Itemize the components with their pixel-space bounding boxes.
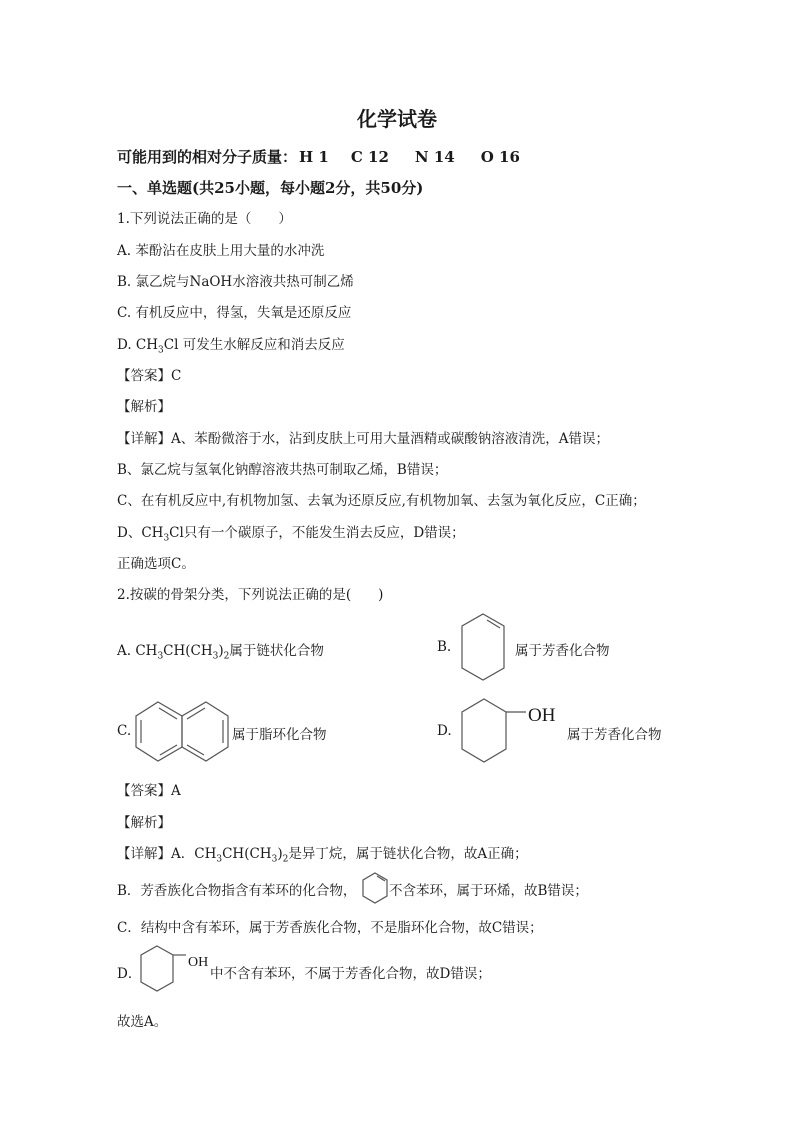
q2-option-d-oh: OH <box>528 705 556 726</box>
q1-option-b: B. 氯乙烷与NaOH水溶液共热可制乙烯 <box>117 274 354 290</box>
q1-option-d <box>117 333 345 356</box>
cyclohexanol-structure <box>460 697 530 767</box>
q2-answer <box>117 779 181 799</box>
mass-h: H 1 <box>299 148 329 166</box>
q2-detail-a-post: 是异丁烷，属于链状化合物，故A正确； <box>288 846 528 862</box>
mass-o: O 16 <box>480 148 520 166</box>
q1-option-c: C. 有机反应中，得氢，失氧是还原反应 <box>117 305 352 321</box>
q1-detail-a <box>117 427 609 447</box>
q1-option-d-post: Cl 可发生水解反应和消去反应 <box>163 337 345 353</box>
q2-detail-a-pre: A．CH <box>171 846 217 862</box>
q2-detail-d-post: 中不含有苯环，不属于芳香化合物，故D错误； <box>210 966 491 982</box>
q2-detail-a <box>117 842 528 865</box>
q2-detail-tag: 【详解】 <box>117 846 171 862</box>
q1-option-d-pre: D. CH <box>117 337 159 353</box>
q2-detail-a-sub1: 3 <box>216 854 223 865</box>
q1-option-d-sub: 3 <box>158 345 164 356</box>
q1-answer <box>117 364 181 384</box>
q2-option-a-post: 属于链状化合物 <box>229 643 324 659</box>
q2-answer-value: A <box>171 783 181 799</box>
q2-detail-a-mid: CH(CH <box>222 846 272 862</box>
q2-detail-d-pre: D． <box>117 966 142 982</box>
q2-option-c-text: 属于脂环化合物 <box>232 727 327 743</box>
cyclohexene-structure <box>458 612 508 682</box>
q2-detail-a-sub3: 2 <box>282 854 289 865</box>
q1-option-a: A. 苯酚沾在皮肤上用大量的水冲洗 <box>117 243 325 259</box>
q2-option-d-label: D. <box>437 723 452 739</box>
q2-answer-tag: 【答案】 <box>117 783 171 799</box>
q1-answer-tag: 【答案】 <box>117 368 171 384</box>
q2-detail-a-mid2: ) <box>277 846 283 862</box>
q2-option-a-sub1: 3 <box>157 651 164 662</box>
naphthalene-structure <box>134 699 230 765</box>
q1-detail-b: B、氯乙烷与氢氧化钠醇溶液共热可制取乙烯，B错误； <box>117 462 448 478</box>
mass-n: N 14 <box>414 148 455 166</box>
q1-detail-d-sub: 3 <box>163 533 170 544</box>
section-heading: 一、单选题(共25小题，每小题2分，共50分) <box>117 179 424 197</box>
q1-detail-tag: 【详解】 <box>117 431 171 447</box>
q1-detail-d <box>117 521 465 544</box>
q1-stem: 1.下列说法正确的是（ ） <box>117 211 292 227</box>
q2-detail-b-post: 不含苯环，属于环烯，故B错误； <box>389 883 588 899</box>
q2-option-a-sub3: 2 <box>223 651 230 662</box>
q2-conclusion: 故选A。 <box>117 1014 168 1030</box>
q2-option-a-sub2: 3 <box>212 651 219 662</box>
cyclohexene-inline-structure <box>361 872 389 904</box>
q2-option-a-mid2: ) <box>218 643 224 659</box>
q1-detail-d-pre: D、CH <box>117 525 164 541</box>
q2-option-c-label: C. <box>117 723 132 739</box>
q1-answer-value: C <box>171 368 182 384</box>
q2-option-b-label: B. <box>437 639 452 655</box>
q2-detail-c: C．结构中含有苯环，属于芳香族化合物，不是脂环化合物，故C错误； <box>117 920 543 936</box>
q2-option-a <box>117 639 324 662</box>
cyclohexanol-inline-structure <box>138 945 190 993</box>
q2-option-b-text: 属于芳香化合物 <box>515 643 610 659</box>
q2-detail-b-pre: B．芳香族化合物指含有苯环的化合物， <box>117 883 357 899</box>
q1-analysis-tag: 【解析】 <box>117 399 171 415</box>
masses-label: 可能用到的相对分子质量： <box>117 148 298 166</box>
q1-detail-d-post: Cl只有一个碳原子，不能发生消去反应，D错误； <box>169 525 465 541</box>
q2-stem: 2.按碳的骨架分类，下列说法正确的是( ) <box>117 587 384 603</box>
q2-detail-d-oh: OH <box>188 955 209 970</box>
q2-option-a-pre: A. CH <box>117 643 158 659</box>
q1-conclusion: 正确选项C。 <box>117 556 195 572</box>
q1-detail-a-text: A、苯酚微溶于水，沾到皮肤上可用大量酒精或碳酸钠溶液清洗，A错误； <box>171 431 609 447</box>
q2-option-a-mid: CH(CH <box>163 643 213 659</box>
page-title: 化学试卷 <box>357 107 437 131</box>
q2-analysis-tag: 【解析】 <box>117 815 171 831</box>
mass-c: C 12 <box>350 148 389 166</box>
q2-detail-a-sub2: 3 <box>271 854 278 865</box>
q2-option-d-text: 属于芳香化合物 <box>567 727 662 743</box>
q1-detail-c: C、在有机反应中,有机物加氢、去氧为还原反应,有机物加氧、去氢为氧化反应，C正确； <box>117 493 646 509</box>
atomic-masses-line <box>117 146 520 167</box>
